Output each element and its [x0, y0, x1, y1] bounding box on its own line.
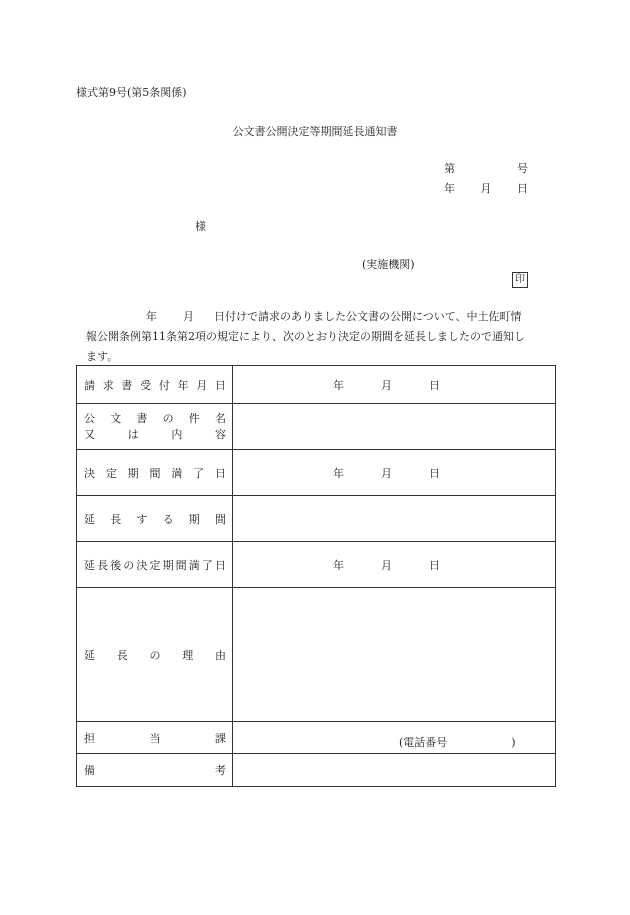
label-char: 定: [149, 558, 161, 572]
row-remarks: [77, 754, 556, 787]
label-char: 文: [110, 411, 122, 425]
extended-month: 月: [381, 558, 392, 572]
label-decision-due: [77, 450, 233, 496]
label-char: 求: [102, 378, 114, 392]
label-char: 延: [84, 512, 95, 526]
decision-year: 年: [333, 466, 344, 480]
date-day: 日: [517, 182, 528, 195]
label-reason: [77, 588, 233, 722]
row-document-name: [77, 404, 556, 450]
label-char: 書: [121, 378, 133, 392]
label-char: 又: [84, 427, 95, 441]
label-char: 間: [175, 558, 187, 572]
label-char: 名: [214, 411, 226, 425]
label-char: 定: [105, 466, 117, 480]
value-request-date[interactable]: [233, 366, 556, 404]
notice-table: [76, 365, 556, 787]
label-char: 決: [84, 466, 95, 480]
row-department: [77, 722, 556, 754]
label-extension-period: [77, 496, 233, 542]
label-char: 内: [171, 427, 183, 441]
label-char: の: [123, 558, 135, 572]
value-remarks[interactable]: [233, 754, 556, 787]
body-month: 月: [183, 310, 194, 323]
label-decision-due-text: [84, 465, 226, 481]
label-reason-text: [84, 647, 226, 663]
label-remarks-text: [84, 762, 226, 778]
label-char: 考: [215, 764, 226, 777]
extended-year: 年: [333, 558, 344, 572]
label-char: 公: [84, 411, 95, 425]
row-extended-due: [77, 542, 556, 588]
label-char: 付: [158, 378, 170, 392]
row-request-date: [77, 366, 556, 404]
label-char: 備: [84, 764, 95, 777]
value-department[interactable]: [233, 722, 556, 754]
label-char: す: [136, 512, 148, 526]
label-char: 間: [149, 466, 161, 480]
label-char: 後: [110, 558, 122, 572]
label-char: 容: [214, 427, 226, 441]
request-date-fields: [233, 377, 555, 393]
body-line-1-text: 日付けで請求のありました公文書の公開について、中土佐町情: [214, 310, 522, 323]
label-char: 由: [215, 648, 226, 662]
body-year: 年: [146, 310, 157, 323]
recipient-suffix: 様: [195, 220, 206, 233]
document-date-line: [444, 180, 528, 196]
body-line-3: ます。: [86, 350, 119, 363]
value-extended-due[interactable]: [233, 542, 556, 588]
label-extension-period-text: [84, 511, 226, 527]
label-char: 請: [84, 378, 95, 392]
number-prefix: 第: [444, 162, 455, 175]
body-line-2: 報公開条例第11条第2項の規定により、次のとおり決定の期間を延長しましたので通知し: [86, 330, 525, 343]
label-char: 月: [196, 378, 208, 392]
row-extension-period: [77, 496, 556, 542]
label-document-name-line2: [84, 427, 226, 443]
label-extended-due-text: [84, 557, 226, 573]
extended-day: 日: [429, 558, 440, 572]
label-char: は: [127, 427, 139, 441]
request-day: 日: [429, 378, 440, 392]
extended-due-fields: [233, 557, 555, 573]
label-char: 延: [84, 558, 95, 572]
label-char: 長: [110, 512, 122, 526]
decision-due-fields: [233, 465, 555, 481]
label-char: 了: [201, 558, 213, 572]
label-char: の: [149, 648, 161, 662]
label-char: 日: [214, 558, 226, 572]
label-extended-due: [77, 542, 233, 588]
form-label: 様式第9号(第5条関係): [76, 86, 187, 99]
decision-day: 日: [429, 466, 440, 480]
number-suffix: 号: [517, 162, 528, 175]
document-title: 公文書公開決定等期間延長通知書: [232, 125, 398, 138]
value-extension-period[interactable]: [233, 496, 556, 542]
label-document-name: [77, 404, 233, 450]
label-char: 課: [215, 731, 226, 745]
label-char: 件: [188, 411, 200, 425]
label-char: 満: [171, 466, 183, 480]
row-reason: [77, 588, 556, 722]
label-char: 延: [84, 648, 95, 662]
request-month: 月: [381, 378, 392, 392]
label-char: 日: [214, 378, 226, 392]
row-decision-due: [77, 450, 556, 496]
label-remarks: [77, 754, 233, 787]
value-decision-due[interactable]: [233, 450, 556, 496]
label-char: 満: [188, 558, 200, 572]
label-char: 了: [193, 466, 205, 480]
value-document-name[interactable]: [233, 404, 556, 450]
issuing-agency: (実施機関): [362, 258, 415, 271]
label-char: 期: [188, 512, 200, 526]
label-char: 日: [214, 466, 226, 480]
label-request-date-text: [84, 377, 226, 393]
label-char: 書: [136, 411, 148, 425]
label-char: 期: [127, 466, 139, 480]
label-char: 理: [182, 648, 194, 662]
body-line-1: [86, 307, 548, 327]
label-char: る: [162, 512, 174, 526]
label-char: 担: [84, 731, 95, 745]
date-year: 年: [444, 182, 455, 195]
label-char: 間: [214, 512, 226, 526]
phone-close: ): [511, 736, 516, 749]
label-char: 決: [136, 558, 148, 572]
label-char: 期: [162, 558, 174, 572]
label-department-text: [84, 730, 226, 746]
label-document-name-line1: [84, 411, 226, 427]
label-char: の: [162, 411, 174, 425]
label-char: 長: [116, 648, 128, 662]
label-char: 年: [177, 378, 189, 392]
phone-number-field: [399, 734, 516, 750]
label-department: [77, 722, 233, 754]
label-char: 受: [140, 378, 152, 392]
request-year: 年: [333, 378, 344, 392]
phone-open: (電話番号: [399, 736, 448, 749]
label-char: 当: [149, 731, 161, 745]
label-char: 長: [97, 558, 109, 572]
document-number-line: [444, 160, 528, 176]
date-month: 月: [480, 182, 492, 195]
value-reason[interactable]: [233, 588, 556, 722]
seal-mark: 印: [512, 272, 528, 288]
decision-month: 月: [381, 466, 392, 480]
notice-body: [86, 307, 548, 367]
label-request-date: [77, 366, 233, 404]
